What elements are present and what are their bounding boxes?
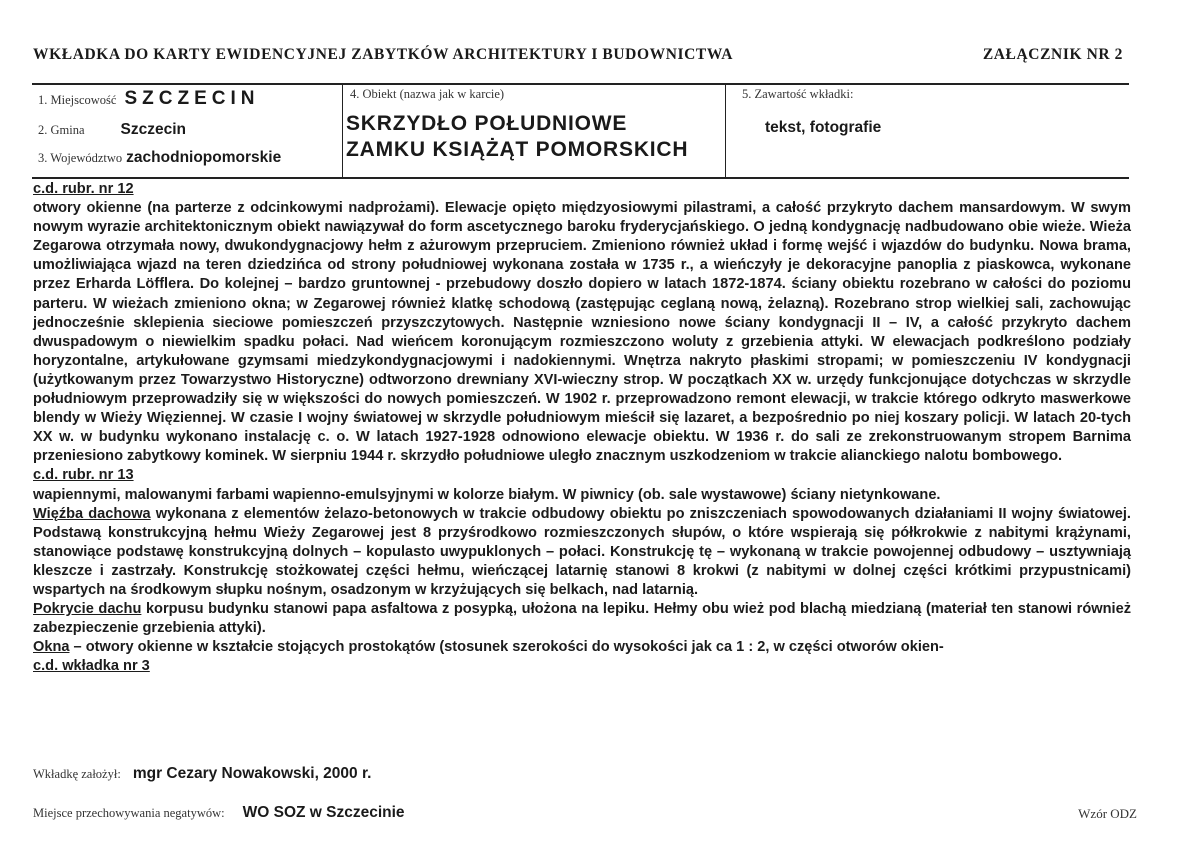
windows-text: – otwory okienne w kształcie stojących prostokątów (stosunek szerokości do wysokości jak ca 1 : 2, w części otworów okien- (69, 639, 944, 656)
roof-truss-term: Więźba dachowa (33, 505, 151, 522)
section-paragraph: wapiennymi, malowanymi farbami wapienno-emulsyjnymi w kolorze białym. W piwnicy (ob. sale wystawowe) ściany nietynkowane. (33, 486, 941, 503)
object-name-line1: SKRZYDŁO POŁUDNIOWE (346, 112, 628, 135)
roof-cover-paragraph (33, 600, 1131, 638)
commune-label: 2. Gmina (38, 123, 85, 137)
column-divider (725, 85, 726, 177)
header-fields-table (32, 83, 1129, 179)
windows-term: Okna (33, 639, 70, 656)
storage-label: Miejsce przechowywania negatywów: (33, 806, 225, 820)
annex-number: ZAŁĄCZNIK NR 2 (982, 46, 1123, 63)
roof-cover-text: korpusu budynku stanowi papa asfaltowa z posypką, ułożona na lepiku. Hełmy obu wież pod blachą miedzianą (materiał ten stanowi również zabezpieczenie grzebienia attyki). (33, 601, 1131, 637)
form-code: Wzór ODZ (1078, 806, 1137, 821)
negatives-storage-field (33, 804, 405, 822)
roof-truss-text: wykonana z elementów żelazo-betonowych w trakcie odbudowy obiektu po zniszczeniach spowodowanych działaniami II wojny światowej. Podstawą konstrukcyjną hełmu Wieży Zegarowej jest 8 przyśrodkowo rozmieszczonych słupów, o które wspierają się półkrokwie z nabitymi krążynami, stanowiące podstawę konstrukcyjną dolnych – kopulasto uwypuklonych – połaci. Konstrukcję tę – wykonaną w trakcie powojennej odbudowy – usztywniają kleszcze i zastrzały. Konstrukcję stożkowatej części hełmu, wieńczącej latarnię stanowi 8 krokwi (z nabitymi w dolnej części krótkimi przypustnicami) wspartych na środkowym słupku nośnym, osadzonym w krzyżujących się belkach, nad latarnią. (33, 505, 1131, 598)
column-divider (342, 85, 343, 177)
locality-value: SZCZECIN (124, 88, 260, 109)
document-title: WKŁADKA DO KARTY EWIDENCYJNEJ ZABYTKÓW ARCHITEKTURY I BUDOWNICTWA (33, 46, 734, 63)
section-heading: c.d. wkładka nr 3 (33, 658, 150, 675)
section-heading: c.d. rubr. nr 12 (33, 181, 134, 197)
document-body (33, 180, 1131, 676)
signer-value: mgr Cezary Nowakowski, 2000 r. (132, 765, 372, 782)
windows-paragraph (33, 638, 1131, 657)
locality-label: 1. Miejscowość (38, 93, 117, 107)
object-name-line2: ZAMKU KSIĄŻĄT POMORSKICH (346, 138, 689, 161)
signer-field (33, 765, 371, 783)
province-field (38, 149, 281, 167)
section-paragraph: otwory okienne (na parterze z odcinkowymi nadprożami). Elewacje opięto międzyosiowymi pilastrami, a całość przykryto dachem mansardowym. W swym nowym wyrazie architektonicznym obiekt nawiązywał do form ascetycznego baroku fryderycjańskiego. O jedną kondygnację nadbudowano obie wieże. Wieża Zegarowa otrzymała nowy, dwukondygnacjowy hełm z ażurowym przepruciem. Zmieniono również układ i formę wejść i wjazdów do budynku. Nowa brama, umożliwiająca wjazd na teren dziedzińca od strony południowej wykonana została w 1735 r., a wieńczyły je dekoracyjne panoplia z piaskowca, wykonane przez Erharda Löfflera. Do kolejnej – bardzo gruntownej - przebudowy doszło dopiero w latach 1872-1874. ściany obiektu rozebrano w całości do poziomu parteru. W wieżach zmieniono okna; w Zegarowej również klatkę schodową (zastępując ceglaną nową, żelazną). Rozebrano strop wielkiej sali, zachowując jednocześnie sklepienia sieciowe pomieszczeń przyszczytowych. Następnie wzniesiono nowe ściany kondygnacji II – IV, a całość przykryto dachem dwuspadowym o niewielkim spadku połaci. Nad wieńcem koronującym rozmieszczono woluty z grzebienia attyki. W elewacjach podkreślono podziały horyzontalne, artykułowane gzymsami miedzykondygnacjowymi i nadokiennymi. Wnętrza nakryto płaskimi stropami; w pomieszczeniu IV kondygnacji (użytkowanym przez Towarzystwo Historyczne) odtworzono drewniany XVI-wieczny strop. W początkach XX w. urzędy funkcjonujące dotychczas w skrzydle południowym przeprowadziły się w większości do nowych pomieszczeń. W 1902 r. przeprowadzono remont elewacji, w trakcie którego odkryto maswerkowe blendy w Wieży Więziennej. W czasie I wojny światowej w skrzydle południowym mieścił się lazaret, a bezpośrednio po niej koszary policji. W latach 20-tych XX w. w budynku wykonano instalację c. o. W latach 1927-1928 odnowiono elewacje obiektu. W 1936 r. do sali ze zrekonstruowanym stropem Barnima przeniesiono zabytkowy kominek. W sierpniu 1944 r. skrzydło południowe uległo znacznym uszkodzeniom w trakcie alianckiego nalotu bombowego. (33, 200, 1131, 465)
object-label: 4. Obiekt (nazwa jak w karcie) (350, 87, 505, 101)
roof-cover-term: Pokrycie dachu (33, 601, 142, 618)
signer-label: Wkładkę założył: (33, 767, 121, 781)
contents-label: 5. Zawartość wkładki: (742, 87, 854, 101)
locality-field (38, 88, 259, 110)
province-value: zachodniopomorskie (126, 149, 282, 166)
commune-field (38, 121, 186, 139)
commune-value: Szczecin (120, 121, 187, 138)
section-heading: c.d. rubr. nr 13 (33, 467, 134, 484)
roof-truss-paragraph (33, 505, 1131, 600)
storage-value: WO SOZ w Szczecinie (242, 804, 405, 821)
contents-value: tekst, fotografie (765, 119, 882, 136)
object-name (346, 111, 688, 163)
province-label: 3. Województwo (38, 151, 123, 165)
